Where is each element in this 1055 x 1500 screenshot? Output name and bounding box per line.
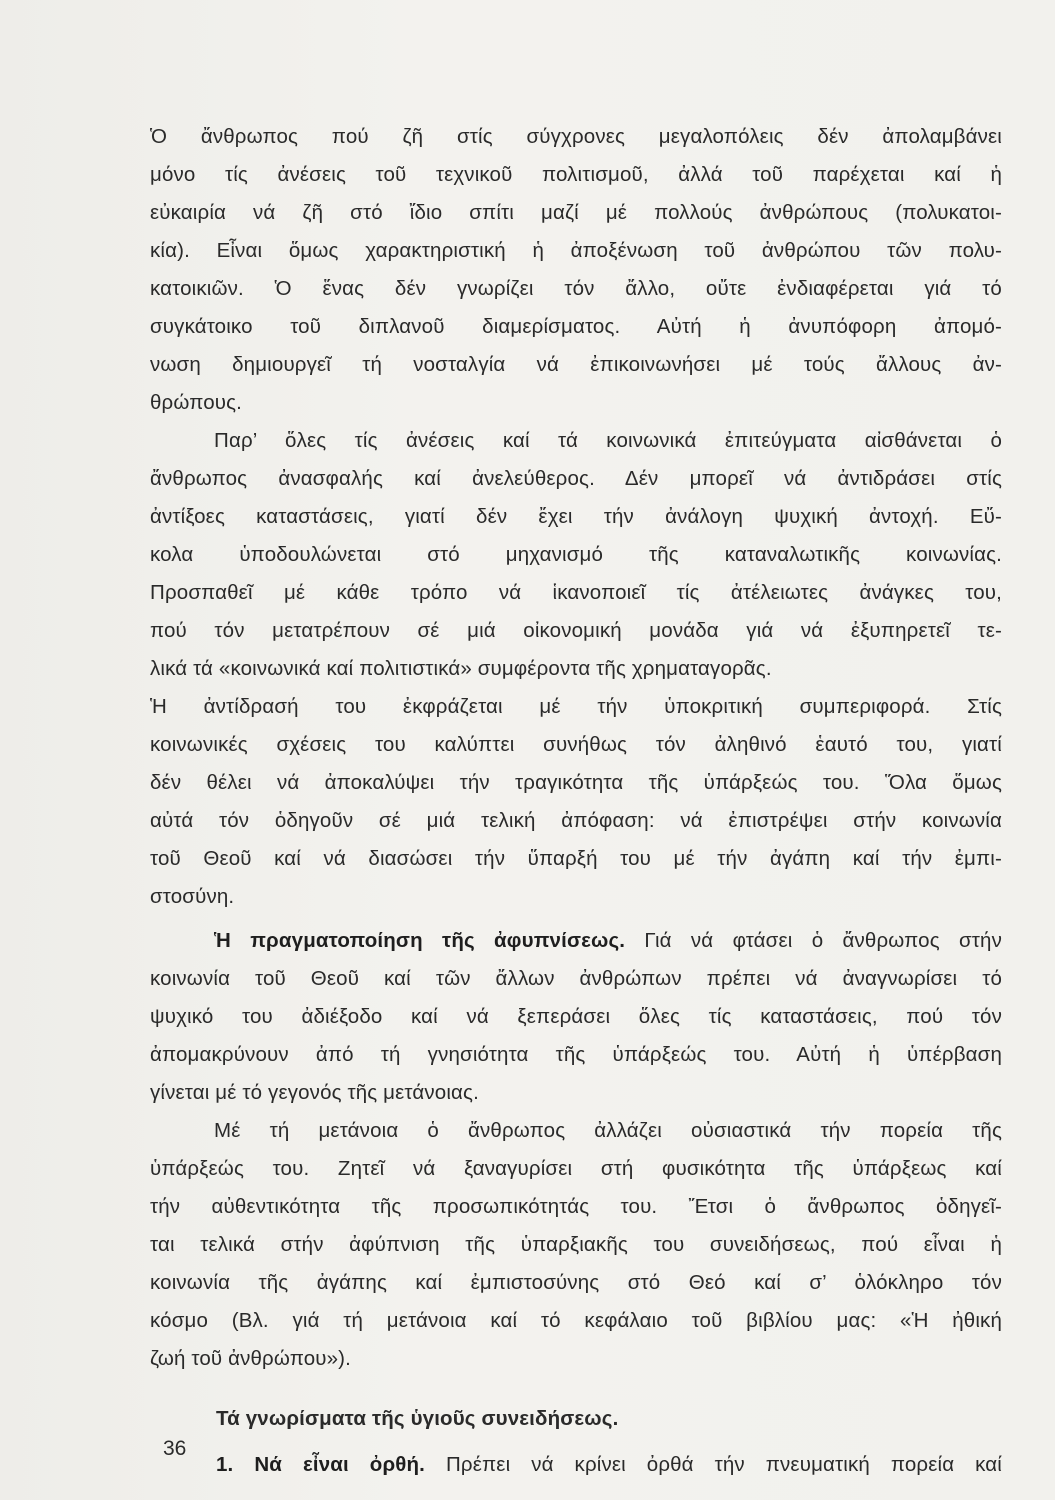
paragraph-1-line: νωση δημιουργεῖ τή νοσταλγία νά ἐπικοινωνήσει μέ τούς ἄλλους ἀν- <box>150 353 1002 376</box>
paragraph-1-line: εὐκαιρία νά ζῆ στό ἴδιο σπίτι μαζί μέ πολλούς ἀνθρώπους (πολυκατοι- <box>150 201 1002 224</box>
paragraph-5-line: τήν αὐθεντικότητα τῆς προσωπικότητάς του. Ἔτσι ὁ ἄνθρωπος ὁδηγεῖ- <box>150 1195 1002 1218</box>
paragraph-5-line: ται τελικά στήν ἀφύπνιση τῆς ὑπαρξιακῆς του συνειδήσεως, πού εἶναι ἡ <box>150 1233 1002 1256</box>
paragraph-4-line: κοινωνία τοῦ Θεοῦ καί τῶν ἄλλων ἀνθρώπων πρέπει νά ἀναγνωρίσει τό <box>150 967 1002 990</box>
paragraph-4-first-rest: Γιά νά φτάσει ὁ ἄνθρωπος στήν <box>625 929 1002 952</box>
paragraph-1-line: θρώπους. <box>150 391 243 414</box>
paragraph-3-line: κοινωνικές σχέσεις του καλύπτει συνήθως τόν ἀληθινό ἑαυτό του, γιατί <box>150 733 1002 756</box>
item-text: Πρέπει νά κρίνει ὀρθά τήν πνευματική πορεία καί <box>425 1453 1003 1476</box>
paragraph-3-line: τοῦ Θεοῦ καί νά διασώσει τήν ὕπαρξή του μέ τήν ἀγάπη καί τήν ἐμπι- <box>150 847 1002 870</box>
page-number: 36 <box>163 1437 187 1460</box>
paragraph-2-line: ἄνθρωπος ἀνασφαλής καί ἀνελεύθερος. Δέν μπορεῖ νά ἀντιδράσει στίς <box>150 467 1002 490</box>
paragraph-2-line: πού τόν μετατρέπουν σέ μιά οἰκονομική μονάδα γιά νά ἐξυπηρετεῖ τε- <box>150 619 1002 642</box>
paragraph-2-line: Προσπαθεῖ μέ κάθε τρόπο νά ἱκανοποιεῖ τίς ἀτέλειωτες ἀνάγκες του, <box>150 581 1002 604</box>
paragraph-4-line: ψυχικό του ἀδιέξοδο καί νά ξεπεράσει ὅλες τίς καταστάσεις, πού τόν <box>150 1005 1002 1028</box>
item-bold-title: Νά εἶναι ὀρθή. <box>254 1453 426 1476</box>
paragraph-5-line: κοινωνία τῆς ἀγάπης καί ἐμπιστοσύνης στό Θεό καί σ’ ὁλόκληρο τόν <box>150 1271 1002 1294</box>
paragraph-3-line: στοσύνη. <box>150 885 235 908</box>
paragraph-5-line: κόσμο (Βλ. γιά τή μετάνοια καί τό κεφάλαιο τοῦ βιβλίου μας: «Ἡ ἠθική <box>150 1309 1002 1332</box>
paragraph-1-line: κατοικιῶν. Ὁ ἕνας δέν γνωρίζει τόν ἄλλο, οὔτε ἐνδιαφέρεται γιά τό <box>150 277 1002 300</box>
paragraph-2-line: κολα ὑποδουλώνεται στό μηχανισμό τῆς καταναλωτικῆς κοινωνίας. <box>150 543 1002 566</box>
paragraph-1-line: μόνο τίς ἀνέσεις τοῦ τεχνικοῦ πολιτισμοῦ, ἀλλά τοῦ παρέχεται καί ἡ <box>150 163 1002 186</box>
body-text <box>150 118 1002 1484</box>
paragraph-3-line: δέν θέλει νά ἀποκαλύψει τήν τραγικότητα τῆς ὑπάρξεώς του. Ὅλα ὅμως <box>150 771 1002 794</box>
paragraph-1-line: κία). Εἶναι ὅμως χαρακτηριστική ἡ ἀποξένωση τοῦ ἀνθρώπου τῶν πολυ- <box>150 239 1002 262</box>
numbered-item-1 <box>150 1446 1002 1484</box>
paragraph-4-line: γίνεται μέ τό γεγονός τῆς μετάνοιας. <box>150 1081 479 1104</box>
paragraph-5-line: ὑπάρξεώς του. Ζητεῖ νά ξαναγυρίσει στή φυσικότητα τῆς ὑπάρξεως καί <box>150 1157 1002 1180</box>
item-number: 1. <box>216 1453 234 1476</box>
section-heading: Τά γνωρίσματα τῆς ὑγιοῦς συνειδήσεως. <box>216 1407 619 1430</box>
section-lead-bold: Ἡ πραγματοποίηση τῆς ἀφυπνίσεως. <box>214 929 626 952</box>
paragraph-4-line: ἀπομακρύνουν ἀπό τή γνησιότητα τῆς ὑπάρξεώς του. Αὐτή ἡ ὑπέρβαση <box>150 1043 1002 1066</box>
paragraph-1-line: Ὁ ἄνθρωπος πού ζῆ στίς σύγχρονες μεγαλοπόλεις δέν ἀπολαμβάνει <box>150 125 1002 148</box>
paragraph-5-line: ζωή τοῦ ἀνθρώπου»). <box>150 1347 352 1370</box>
paragraph-3-line: Ἡ ἀντίδρασή του ἐκφράζεται μέ τήν ὑποκριτική συμπεριφορά. Στίς <box>150 695 1002 718</box>
paragraph-5-line: Μέ τή μετάνοια ὁ ἄνθρωπος ἀλλάζει οὐσιαστικά τήν πορεία τῆς <box>214 1119 1002 1142</box>
paragraph-2-line: Παρ’ ὅλες τίς ἀνέσεις καί τά κοινωνικά ἐπιτεύγματα αἰσθάνεται ὁ <box>214 429 1002 452</box>
paragraph-1-line: συγκάτοικο τοῦ διπλανοῦ διαμερίσματος. Αὐτή ἡ ἀνυπόφορη ἀπομό- <box>150 315 1002 338</box>
paragraph-2-line: ἀντίξοες καταστάσεις, γιατί δέν ἔχει τήν ἀνάλογη ψυχική ἀντοχή. Εὔ- <box>150 505 1002 528</box>
paragraph-4-first-line <box>150 922 1002 960</box>
paragraph-2-line: λικά τά «κοινωνικά καί πολιτιστικά» συμφέροντα τῆς χρηματαγορᾶς. <box>150 657 772 680</box>
paragraph-3-line: αὐτά τόν ὁδηγοῦν σέ μιά τελική ἀπόφαση: νά ἐπιστρέψει στήν κοινωνία <box>150 809 1002 832</box>
